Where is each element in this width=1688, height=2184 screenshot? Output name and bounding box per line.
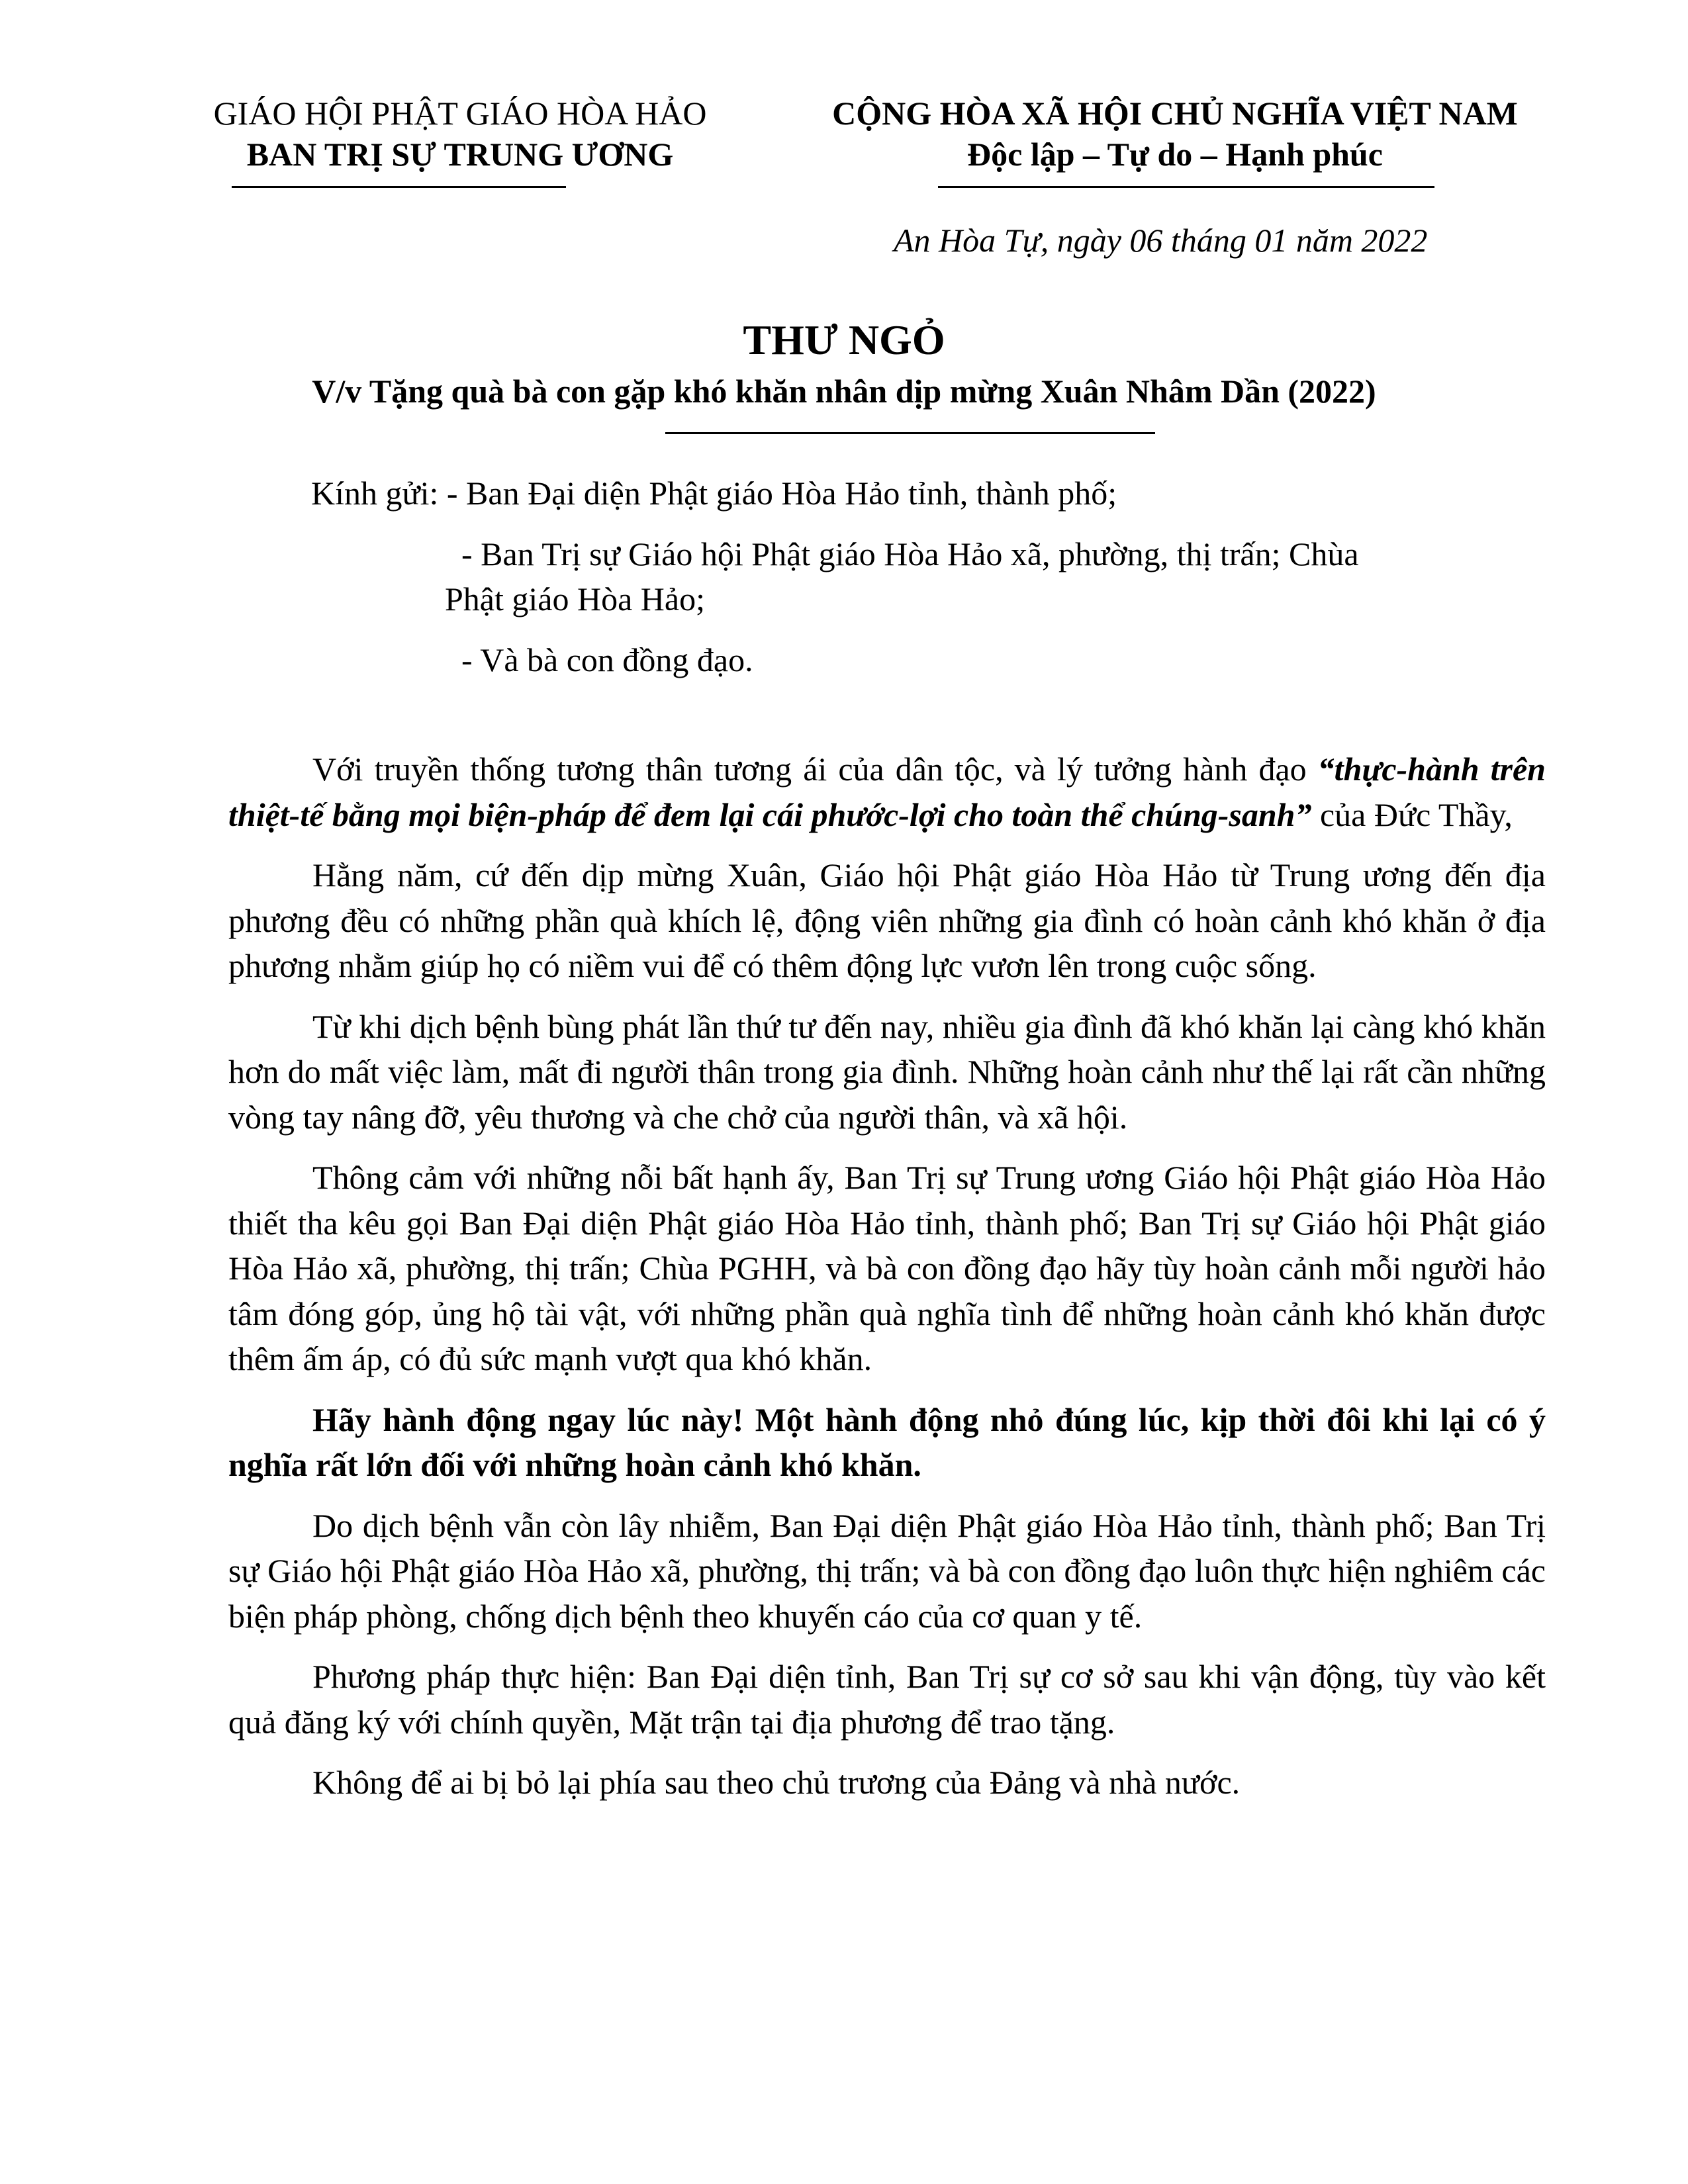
paragraph-3: Từ khi dịch bệnh bùng phát lần thứ tư đến nay, nhiều gia đình đã khó khăn lại càng khó khăn hơn do mất việc làm, mất đi người thân trong gia đình. Những hoàn cảnh như thế lại rất cần những vòng tay nâng đỡ, yêu thương và che chở của người thân, và xã hội.	[228, 1007, 1546, 1136]
paragraph-5-call-to-action: Hãy hành động ngay lúc này! Một hành động nhỏ đúng lúc, kịp thời đôi khi lại có ý nghĩa rất lớn đối với những hoàn cảnh khó khăn.	[228, 1400, 1546, 1483]
letter-body	[228, 747, 1546, 1821]
date-line: An Hòa Tự, ngày 06 tháng 01 năm 2022	[894, 222, 1428, 259]
addressee-line-3: - Và bà con đồng đạo.	[461, 641, 753, 678]
paragraph-8: Không để ai bị bỏ lại phía sau theo chủ trương của Đảng và nhà nước.	[312, 1764, 1241, 1801]
document-subject: V/v Tặng quà bà con gặp khó khăn nhân dịp mừng Xuân Nhâm Dần (2022)	[312, 373, 1376, 410]
subject-underline	[665, 432, 1155, 434]
national-header	[781, 93, 1569, 175]
national-title: CỘNG HÒA XÃ HỘI CHỦ NGHĨA VIỆT NAM	[832, 95, 1518, 132]
paragraph-1-quote: “thực-hành trên thiệt-tế bằng mọi biện-pháp để đem lại cái phước-lợi cho toàn thể chúng-sanh”	[228, 751, 1546, 833]
paragraph-1-intro: Với truyền thống tương thân tương ái của dân tộc, và lý tưởng hành đạo	[312, 751, 1318, 788]
issuer-block	[169, 93, 751, 175]
paragraph-1	[228, 747, 1546, 837]
issuer-underline	[232, 186, 566, 188]
paragraph-7: Phương pháp thực hiện: Ban Đại diện tỉnh, Ban Trị sự cơ sở sau khi vận động, tùy vào kết quả đăng ký với chính quyền, Mặt trận tại địa phương để trao tặng.	[228, 1658, 1546, 1741]
document-title: THƯ NGỎ	[743, 316, 945, 363]
addressee-line-2: - Ban Trị sự Giáo hội Phật giáo Hòa Hảo xã, phường, thị trấn; Chùa	[461, 535, 1359, 572]
addressee-line-1: Kính gửi: - Ban Đại diện Phật giáo Hòa Hảo tỉnh, thành phố;	[311, 475, 1117, 512]
paragraph-6: Do dịch bệnh vẫn còn lây nhiễm, Ban Đại diện Phật giáo Hòa Hảo tỉnh, thành phố; Ban Trị sự Giáo hội Phật giáo Hòa Hảo xã, phường, thị trấn; và bà con đồng đạo luôn thực hiện nghiêm các biện pháp phòng, chống dịch bệnh theo khuyến cáo của cơ quan y tế.	[228, 1506, 1546, 1635]
paragraph-2: Hằng năm, cứ đến dịp mừng Xuân, Giáo hội Phật giáo Hòa Hảo từ Trung ương đến địa phương đều có những phần quà khích lệ, động viên những gia đình có hoàn cảnh khó khăn ở địa phương nhằm giúp họ có niềm vui để có thêm động lực vươn lên trong cuộc sống.	[228, 856, 1546, 984]
paragraph-4: Thông cảm với những nỗi bất hạnh ấy, Ban Trị sự Trung ương Giáo hội Phật giáo Hòa Hảo thiết tha kêu gọi Ban Đại diện Phật giáo Hòa Hảo tỉnh, thành phố; Ban Trị sự Giáo hội Phật giáo Hòa Hảo xã, phường, thị trấn; Chùa PGHH, và bà con đồng đạo hãy tùy hoàn cảnh mỗi người hảo tâm đóng góp, ủng hộ tài vật, với những phần quà nghĩa tình để những hoàn cảnh khó khăn được thêm ấm áp, có đủ sức mạnh vượt qua khó khăn.	[228, 1159, 1546, 1377]
issuer-department: BAN TRỊ SỰ TRUNG ƯƠNG	[246, 136, 674, 173]
national-motto: Độc lập – Tự do – Hạnh phúc	[967, 136, 1383, 173]
motto-underline	[938, 186, 1434, 188]
paragraph-1-attribution: của Đức Thầy,	[1311, 796, 1513, 833]
addressee-line-2-continued: Phật giáo Hòa Hảo;	[445, 580, 705, 617]
issuer-organization: GIÁO HỘI PHẬT GIÁO HÒA HẢO	[213, 95, 707, 132]
